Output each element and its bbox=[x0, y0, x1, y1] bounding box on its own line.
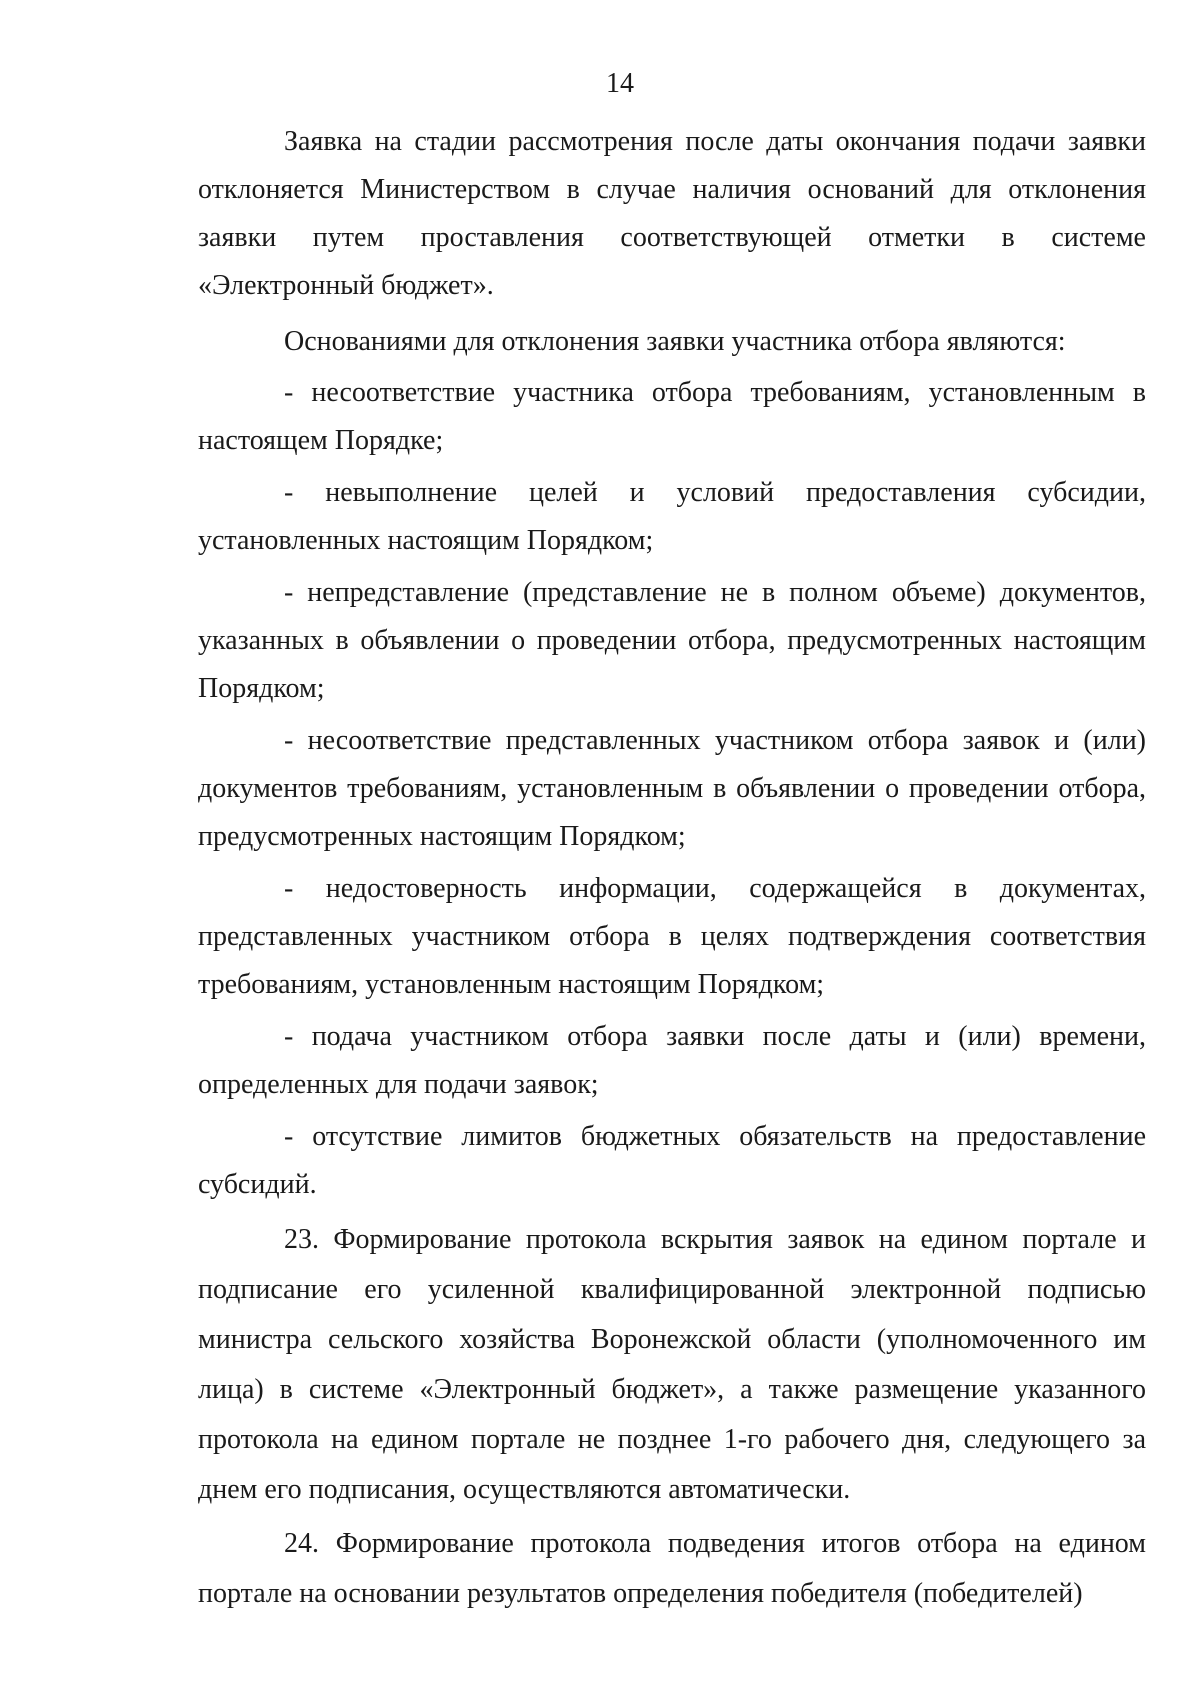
list-item-ground-3: - непредставление (представление не в полном объеме) документов, указанных в объявлении о проведении отбора, предусмотренных настоящим Порядком; bbox=[198, 577, 1146, 704]
paragraph-rejection-intro: Заявка на стадии рассмотрения после даты окончания подачи заявки отклоняется Министерством в случае наличия оснований для отклонения заявки путем проставления соответствующей отметки в системе «Электронный бюджет». bbox=[198, 126, 1146, 301]
list-item-ground-4: - несоответствие представленных участником отбора заявок и (или) документов требованиям, установленным в объявлении о проведении отбора, предусмотренных настоящим Порядком; bbox=[198, 725, 1146, 852]
list-item-ground-6: - подача участником отбора заявки после даты и (или) времени, определенных для подачи заявок; bbox=[198, 1021, 1146, 1100]
list-item-ground-5: - недостоверность информации, содержащейся в документах, представленных участником отбора в целях подтверждения соответствия требованиям, установленным настоящим Порядком; bbox=[198, 873, 1146, 1000]
list-item-ground-2: - невыполнение целей и условий предоставления субсидии, установленных настоящим Порядком; bbox=[198, 477, 1146, 556]
paragraph-section-23: 23. Формирование протокола вскрытия заявок на едином портале и подписание его усиленной квалифицированной электронной подписью министра сельского хозяйства Воронежской области (уполномоченного им лица) в системе «Электронный бюджет», а также размещение указанного протокола на едином портале не позднее 1-го рабочего дня, следующего за днем его подписания, осуществляются автоматически. bbox=[198, 1224, 1146, 1505]
paragraph-section-24: 24. Формирование протокола подведения итогов отбора на едином портале на основании результатов определения победителя (победителей) bbox=[198, 1528, 1146, 1609]
document-body bbox=[198, 118, 1146, 1619]
list-item-ground-1: - несоответствие участника отбора требованиям, установленным в настоящем Порядке; bbox=[198, 377, 1146, 456]
list-item-ground-7: - отсутствие лимитов бюджетных обязательств на предоставление субсидий. bbox=[198, 1121, 1146, 1200]
page-number: 14 bbox=[606, 68, 634, 99]
paragraph-rejection-grounds-heading: Основаниями для отклонения заявки участника отбора являются: bbox=[284, 326, 1066, 357]
